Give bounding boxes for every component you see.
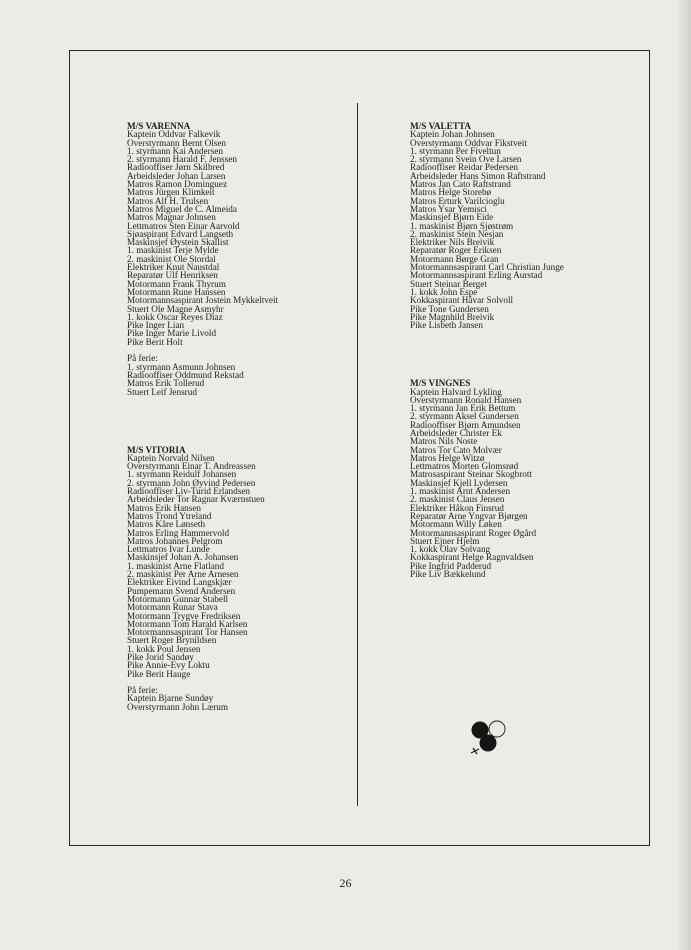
crew-entry: Kaptein Halvard Lykling (410, 386, 502, 397)
crew-entry: Motormann Trygve Fredriksen (127, 610, 241, 621)
crew-entry: 2. maskinist Stein Nesjan (410, 228, 504, 239)
crew-entry: Elektriker Knut Naustdal (127, 262, 220, 273)
spacer (410, 346, 564, 354)
crew-entry: Kaptein Bjarne Sundøy (127, 693, 214, 704)
crew-entry: 2. styrmann John Øyvind Pedersen (127, 477, 256, 488)
crew-entry: Maskinsjef Kjell Lydersen (410, 477, 508, 488)
crew-entry: 2. styrmann Aksel Gundersen (410, 411, 519, 422)
crew-entry: 1. kokk Poul Jensen (127, 643, 201, 654)
crew-entry: Matrosaspirant Steinar Skogbrott (410, 469, 532, 480)
crew-entry: Pumpemann Svend Andersen (127, 585, 236, 596)
crew-entry: Matros Kåre Lønseth (127, 519, 206, 530)
crew-entry: 2. styrmann Svein Ove Larsen (410, 154, 522, 165)
crew-entry: Radiooffiser Jørn Skilbred (127, 162, 225, 173)
crew-entry: Motormann Gunnar Stabell (127, 593, 229, 604)
spacer (410, 329, 564, 337)
crew-entry: 2. styrmann Harald F. Jenssen (127, 154, 238, 165)
crew-entry: Motormann Willy Løken (410, 519, 502, 530)
crew-entry: Matros Helge Storebø (410, 187, 492, 198)
crew-entry: Matros Nils Noste (410, 436, 478, 447)
crew-entry: Pike Magnhild Breivik (410, 311, 495, 322)
ship-title: M/S VITORIA (127, 444, 186, 455)
crew-entry: Matros Magnar Johnsen (127, 212, 216, 223)
crew-entry: Motormannsaspirant Jostein Mykkeltveit (127, 295, 279, 306)
crew-entry: Overstyrmann Oddvar Fikstveit (410, 137, 527, 148)
column-divider (357, 103, 358, 806)
spacer (410, 354, 564, 362)
crew-entry: Arbeidsleder Johan Larsen (127, 170, 226, 181)
crew-entry: Radiooffiser Reidar Pedersen (410, 162, 519, 173)
crew-entry: Matros Alf H. Trulsen (127, 195, 209, 206)
crew-entry: Reparatør Arne Yngvar Bjørgen (410, 510, 528, 521)
crew-entry: Matros Ramon Dominguez (127, 179, 228, 190)
right-column (410, 122, 564, 578)
crew-entry: 1. maskinist Arne Flatland (127, 560, 224, 571)
crew-entry: Sjøaspirant Edvard Langseth (127, 228, 234, 239)
crew-entry: Matros Miguel de C. Almeida (127, 203, 237, 214)
crew-entry: Pike Lisbeth Jansen (410, 320, 483, 331)
spacer (127, 429, 278, 437)
crew-entry: 2. maskinist Claus Jensen (410, 494, 505, 505)
crew-entry: Radiooffiser Oddmund Rekstad (127, 369, 244, 380)
crew-entry: 1. styrmann Reidulf Johansen (127, 469, 237, 480)
left-column (127, 122, 278, 711)
crew-entry: Overstyrmann Ronald Hansen (410, 394, 522, 405)
crew-entry: Radiooffiser Liv-Turid Erlandsen (127, 486, 250, 497)
crew-entry: Motormann Rune Hanssen (127, 286, 226, 297)
crew-entry: Matros Erik Hansen (127, 502, 201, 513)
crew-entry: Motormannsaspirant Tor Hansen (127, 627, 248, 638)
crew-entry: Motormannsaspirant Erling Aurstad (410, 270, 543, 281)
spacer (410, 338, 564, 346)
crew-entry: 2. maskinist Per Arne Arnesen (127, 569, 239, 580)
crew-entry: Lettmatros Sten Einar Aarvold (127, 220, 240, 231)
ship-title: M/S VINGNES (410, 378, 471, 389)
crew-entry: 1. styrmann Asmunn Johnsen (127, 361, 236, 372)
crew-entry: Motormann Tom Harald Karlsen (127, 618, 248, 629)
crew-entry: Kaptein Oddvar Falkevik (127, 129, 221, 140)
crew-entry: Arbeidsleder Hans Simon Raftstrand (410, 170, 546, 181)
crew-entry: Maskinsjef Johan A. Johansen (127, 552, 239, 563)
crew-entry: Pike Berit Holt (127, 336, 183, 347)
spacer (127, 412, 278, 420)
crew-entry: Overstyrmann Einar T. Andreassen (127, 461, 256, 472)
crew-entry: Kokkaspirant Helge Ragnvaldsen (410, 552, 534, 563)
crew-entry: Matros Tor Cato Molvær (410, 444, 502, 455)
spacer (410, 363, 564, 371)
crew-entry: Kaptein Johan Johnsen (410, 129, 495, 140)
crew-entry: Stuert Steinar Berget (410, 278, 487, 289)
spacer (127, 404, 278, 412)
crew-entry: Lettmatros Morten Glomsrød (410, 461, 519, 472)
crew-entry: Motormann Frank Thyrum (127, 278, 226, 289)
crew-entry: Maskinsjef Øystein Skallist (127, 237, 229, 248)
crew-entry: 2. maskinist Ole Stordal (127, 253, 216, 264)
crew-entry: Motormann Børge Gran (410, 253, 499, 264)
crew-entry: Pike Ingfrid Padderud (410, 560, 492, 571)
crew-entry: Pike Liv Bækkelund (410, 569, 486, 580)
crew-entry: Arbeidsleder Tor Ragnar Kværnstuen (127, 494, 265, 505)
crew-entry: Matros Erling Hammervold (127, 527, 230, 538)
crew-entry: Kaptein Norvald Nilsen (127, 452, 215, 463)
crew-entry: Elektriker Eivind Langskjær (127, 577, 232, 588)
crew-entry: Maskinsjef Bjørn Eide (410, 212, 494, 223)
crew-entry: 1. maskinist Bjørn Sjøstrøm (410, 220, 514, 231)
crew-entry: 1. styrmann Kai Andersen (127, 145, 223, 156)
crew-entry: 1. kokk Oscar Reyes Diaz (127, 311, 223, 322)
crew-entry: Reparatør Ulf Henriksen (127, 270, 218, 281)
crew-entry: Overstyrmann Bernt Olsen (127, 137, 226, 148)
crew-entry: Matros Trond Ytreland (127, 510, 212, 521)
crew-entry: Motormannsaspirant Roger Øgård (410, 527, 537, 538)
crew-entry: Elektriker Håkon Finsrud (410, 502, 504, 513)
page-edge-shadow (677, 0, 691, 950)
crew-entry: Matros Ysar Yemisci (410, 203, 487, 214)
crew-entry: Pike Inger Marie Livold (127, 328, 217, 339)
crew-entry: 1. kokk John Espe (410, 286, 478, 297)
crew-entry: Radiooffiser Bjørn Amundsen (410, 419, 521, 430)
crew-entry: Matros Erik Tollerud (127, 378, 205, 389)
crew-entry: Matros Helge Witzø (410, 452, 485, 463)
crew-entry: 1. kokk Olav Solvang (410, 544, 491, 555)
crew-entry: Stuert Ole Magne Asmyhr (127, 303, 224, 314)
crew-entry: Kokkaspirant Håvar Solvoll (410, 295, 514, 306)
crew-entry: Pike Tone Gundersen (410, 303, 489, 314)
crew-entry: Stuert Leif Jensrud (127, 386, 197, 397)
spacer (127, 421, 278, 429)
crew-entry: Motormann Runar Stava (127, 602, 218, 613)
crew-entry: 1. styrmann Jan Erik Bettum (410, 403, 516, 414)
crew-entry: Stuert Roger Brynildsen (127, 635, 217, 646)
crew-entry: Pike Jorid Sandøy (127, 652, 194, 662)
crew-entry: Overstyrmann John Lærum (127, 701, 229, 712)
ship-title: M/S VARENNA (127, 121, 191, 131)
company-logo-circles-icon (466, 718, 514, 766)
crew-entry: På ferie: (127, 685, 158, 696)
crew-entry: Arbeidsleder Christer Ek (410, 427, 502, 438)
crew-entry: Reparatør Roger Eriksen (410, 245, 502, 256)
crew-entry: På ferie: (127, 353, 158, 364)
ship-title: M/S VALETTA (410, 121, 472, 131)
crew-entry: Matros Jan Cato Raftstrand (410, 179, 511, 190)
crew-entry: 1. styrmann Per Fiveltun (410, 145, 501, 156)
crew-entry: Pike Annie-Evy Loktu (127, 660, 210, 671)
crew-entry: Lettmatros Ivar Lunde (127, 544, 210, 555)
crew-entry: Pike Inger Lian (127, 320, 185, 331)
crew-entry: Pike Berit Hauge (127, 668, 191, 679)
spacer (127, 396, 278, 404)
crew-entry: Motormannsaspirant Carl Christian Junge (410, 262, 564, 273)
crew-entry: Matros Erturk Varilcioglu (410, 195, 505, 206)
page-number: 26 (339, 876, 352, 890)
crew-entry: 1. maskinist Terje Mylde (127, 245, 219, 256)
crew-entry: 1. maskinist Arnt Andersen (410, 486, 511, 497)
crew-entry: Stuert Ejner Hjelm (410, 535, 480, 546)
crew-entry: Matros Johannes Pelgrom (127, 535, 223, 546)
crew-entry: Matros Jürgen Klimkeit (127, 187, 215, 198)
crew-entry: Elektriker Nils Breivik (410, 237, 495, 248)
